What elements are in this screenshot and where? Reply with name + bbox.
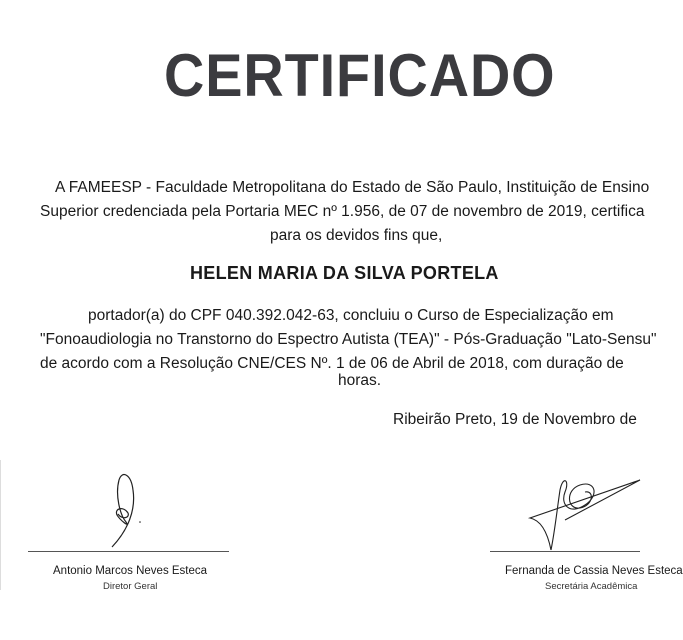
- page-edge-divider: [0, 460, 1, 590]
- signature-right: [525, 470, 640, 555]
- body-line-1: portador(a) do CPF 040.392.042-63, concluiu o Curso de Especialização em: [88, 307, 614, 324]
- signatory-role-left: Diretor Geral: [103, 581, 158, 592]
- intro-line-1: A FAMEESP - Faculdade Metropolitana do Estado de São Paulo, Instituição de Ensino: [55, 179, 650, 196]
- body-line-3: de acordo com a Resolução CNE/CES Nº. 1 de 06 de Abril de 2018, com duração de: [40, 355, 624, 372]
- body-line-4: horas.: [338, 372, 382, 389]
- signature-left: [100, 470, 160, 555]
- intro-line-2: Superior credenciada pela Portaria MEC nº 1.956, de 07 de novembro de 2019, certifica: [40, 203, 645, 220]
- signatory-name-right: Fernanda de Cassia Neves Esteca: [505, 565, 683, 577]
- certificate-title: CERTIFICADO: [164, 42, 556, 109]
- place-date: Ribeirão Preto, 19 de Novembro de: [393, 411, 637, 428]
- signatory-role-right: Secretária Acadêmica: [545, 581, 638, 592]
- intro-line-3: para os devidos fins que,: [270, 227, 443, 244]
- recipient-name: HELEN MARIA DA SILVA PORTELA: [190, 263, 499, 283]
- signature-line-left: [28, 551, 229, 552]
- signatory-name-left: Antonio Marcos Neves Esteca: [53, 565, 208, 577]
- body-line-2: "Fonoaudiologia no Transtorno do Espectro Autista (TEA)" - Pós-Graduação "Lato-Sensu": [40, 331, 657, 348]
- signature-line-right: [490, 551, 640, 552]
